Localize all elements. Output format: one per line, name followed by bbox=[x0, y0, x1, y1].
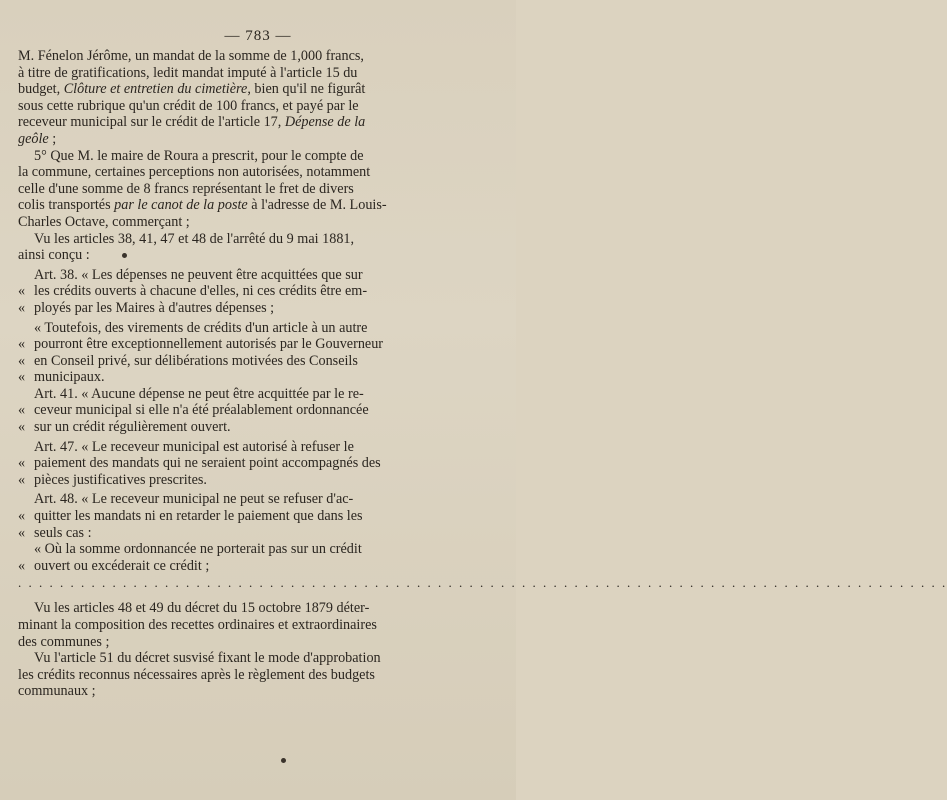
text-line: colis transportés bbox=[18, 197, 115, 214]
text-line: M. Fénelon Jérôme, un mandat de la somme de 1,000 francs, bbox=[18, 48, 364, 64]
text-line: communaux ; bbox=[18, 683, 96, 700]
text-line: sous cette rubrique qu'un crédit de 100 francs, et payé par le bbox=[18, 97, 359, 114]
quote-line: Art. 47. « Le receveur municipal est autorisé à refuser le bbox=[34, 438, 354, 455]
quote-line: « ceveur municipal si elle n'a été préalablement ordonnancée bbox=[18, 402, 369, 419]
paragraph-fenelon bbox=[18, 48, 504, 148]
quote-line: Art. 41. « Aucune dépense ne peut être acquittée par le re- bbox=[34, 385, 364, 402]
ink-speck bbox=[281, 758, 286, 763]
text-line: Charles Octave, commerçant ; bbox=[18, 213, 190, 230]
paragraph-vu-article-51 bbox=[18, 650, 504, 700]
paragraph-vu-decret bbox=[18, 600, 504, 650]
text-line: , bien qu'il ne figurât bbox=[247, 81, 366, 98]
paragraph-roura bbox=[18, 148, 504, 231]
quote-line: « ployés par les Maires à d'autres dépenses ; bbox=[18, 299, 275, 316]
text-line: la commune, certaines perceptions non autorisées, notamment bbox=[18, 164, 371, 181]
page-text bbox=[18, 48, 947, 700]
quote-line: « ouvert ou excéderait ce crédit ; bbox=[18, 557, 210, 574]
text-line: Vu les articles 38, 41, 47 et 48 de l'arrêté du 9 mai 1881, bbox=[34, 230, 355, 247]
quote-line: « paiement des mandats qui ne seraient point accompagnés des bbox=[18, 455, 381, 472]
text-line: ; bbox=[48, 130, 57, 147]
ink-speck bbox=[122, 253, 127, 258]
text-line: des communes ; bbox=[18, 633, 110, 650]
quote-line: Art. 48. « Le receveur municipal ne peut se refuser d'ac- bbox=[34, 491, 354, 508]
text-line: Vu les articles 48 et 49 du décret du 15 octobre 1879 déter- bbox=[34, 600, 370, 617]
quote-line: « les crédits ouverts à chacune d'elles, ni ces crédits être em- bbox=[18, 283, 368, 300]
quote-line: Art. 38. « Les dépenses ne peuvent être acquittées que sur bbox=[34, 266, 363, 283]
page-number: — 783 — bbox=[224, 28, 292, 44]
quote-line: « sur un crédit régulièrement ouvert. bbox=[18, 419, 231, 436]
text-line: celle d'une somme de 8 francs représentant le fret de divers bbox=[18, 180, 354, 197]
italic-text: par le canot de la poste bbox=[114, 197, 248, 214]
italic-text: Clôture et entretien du cimetière bbox=[63, 81, 248, 98]
text-line: à l'adresse de M. Louis- bbox=[247, 197, 387, 214]
text-line: receveur municipal sur le crédit de l'article 17, bbox=[18, 114, 285, 131]
quote-line: « en Conseil privé, sur délibérations motivées des Conseils bbox=[18, 352, 358, 369]
quote-line: « quitter les mandats ni en retarder le paiement que dans les bbox=[18, 508, 363, 525]
quote-line: « seuls cas : bbox=[18, 524, 92, 541]
dotted-ellipsis-line: . . . . . . . . . . . . . . . . . . . . . . . . . . . . . . . . . . . . . . . . . . . . . . . . . . . . . . . . . . . . . . . . . . . . . . . . . . . . . . . . . . . . . . . . . bbox=[18, 575, 947, 591]
text-line: les crédits reconnus nécessaires après le règlement des budgets bbox=[18, 666, 375, 683]
italic-text: Dépense de la bbox=[284, 114, 366, 131]
quote-line: « Toutefois, des virements de crédits d'un article à un autre bbox=[34, 319, 368, 336]
text-line: à titre de gratifications, ledit mandat imputé à l'article 15 du bbox=[18, 64, 358, 81]
quote-line: « pourront être exceptionnellement autorisés par le Gouverneur bbox=[18, 336, 384, 353]
text-line: minant la composition des recettes ordinaires et extraordinaires bbox=[18, 617, 377, 633]
quote-line: « pièces justificatives prescrites. bbox=[18, 471, 207, 488]
paragraph-vu-arrete bbox=[18, 231, 504, 264]
text-line: ainsi conçu : bbox=[18, 247, 90, 264]
text-line: budget, bbox=[18, 81, 64, 98]
italic-text: geôle bbox=[18, 130, 49, 147]
text-line: Vu l'article 51 du décret susvisé fixant le mode d'approbation bbox=[34, 650, 381, 667]
quoted-articles bbox=[18, 267, 504, 575]
text-line: 5° Que M. le maire de Roura a prescrit, pour le compte de bbox=[34, 147, 364, 164]
quote-line: « Où la somme ordonnancée ne porterait pas sur un crédit bbox=[34, 541, 362, 558]
quote-line: « municipaux. bbox=[18, 369, 105, 386]
